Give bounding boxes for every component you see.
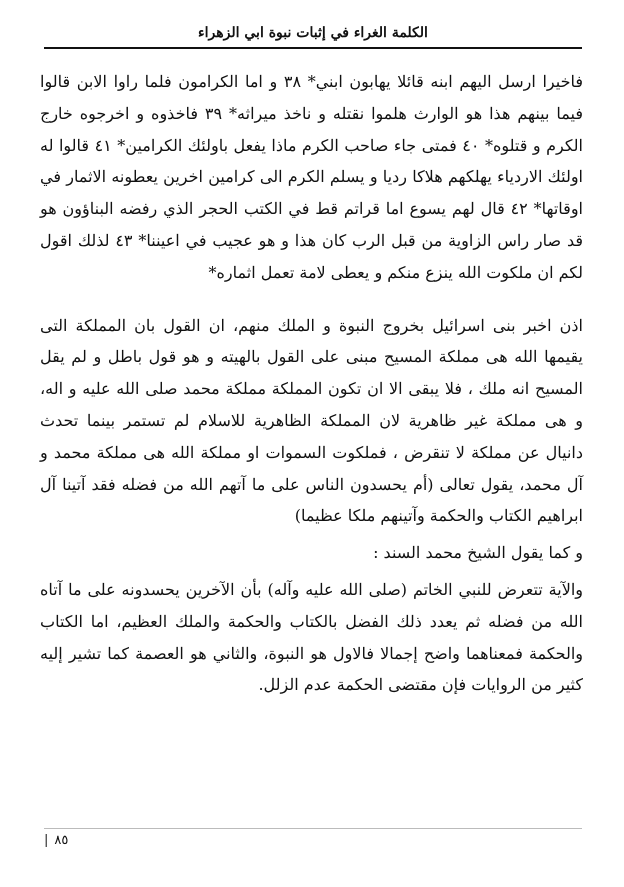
page-body: [40, 66, 583, 701]
running-header: [44, 22, 582, 44]
header-divider: [44, 47, 582, 49]
page-number-value: ٨٥: [54, 833, 69, 848]
paragraph-citation-intro: و كما يقول الشيخ محمد السند :: [373, 543, 583, 563]
page-number: [44, 832, 68, 850]
page-number-separator: |: [44, 833, 49, 848]
book-title: الكلمة الغراء في إثبات نبوة ابي الزهراء: [198, 25, 428, 41]
paragraph-quote-sanad: والآية تتعرض للنبي الخاتم (صلى الله عليه وآله) بأن الآخرين يحسدونه على ما آتاه الله من فضله ثم يعدد ذلك الفضل بالكتاب والحكمة والملك العظيم، اما الكتاب والحكمة فمعناهما واضح إجمالا فالاول هو النبوة، والثاني هو العصمة كما تشير إليه كثير من الروايات فإن مقتضى الحكمة عدم الزلل.: [40, 579, 584, 695]
paragraph-bible-quote: فاخيرا ارسل اليهم ابنه قائلا يهابون ابني* ٣٨ و اما الكرامون فلما راوا الابن قالوا فيما بينهم هذا هو الوارث هلموا نقتله و ناخذ ميراثه* ٣٩ فاخذوه و اخرجوه خارج الكرم و قتلوه* ٤٠ فمتى جاء صاحب الكرم ماذا يفعل باولئك الكرامين* ٤١ قالوا له اولئك الارديا‌ء يهلكهم هلاكا رديا و يسلم الكرم الى كرامين اخرين يعطونه الاثمار في اوقاتها* ٤٢ قال لهم يسوع اما قراتم قط في الكتب الحجر الذي رفضه البناؤون هو قد صار راس الزاوية من قبل الرب كان هذا و هو عجيب في اعيننا* ٤٣ لذلك اقول لكم ان ملكوت الله ينزع منكم و يعطى لامة تعمل اثماره*: [40, 72, 584, 282]
paragraph-commentary: اذن اخبر بنى اسرائيل بخروج النبوة و الملك منهم، ان القول بان المملكة التى يقيمها الله هى مملكة المسيح مبنى على القول بالهيته و هو قول باطل و لم يقل المسيح انه ملك ، فلا يبقى الا ان تكون المملكة مملكة محمد صلى الله عليه و اله، و هى مملكة غير ظاهرية لان المملكة الظاهرية للاسلام لم تستمر بينما تحدث دانيال عن مملكة لا تنقرض ، فملكوت السموات او مملكة الله هى مملكة محمد و آل محمد، يقول تعالى (أم يحسدون الناس على ما آتهم الله من فضله فقد آتينا آل ابراهيم الكتاب والحكمة وآتينهم ملكا عظيما): [40, 315, 583, 526]
footer-divider: [44, 828, 582, 829]
